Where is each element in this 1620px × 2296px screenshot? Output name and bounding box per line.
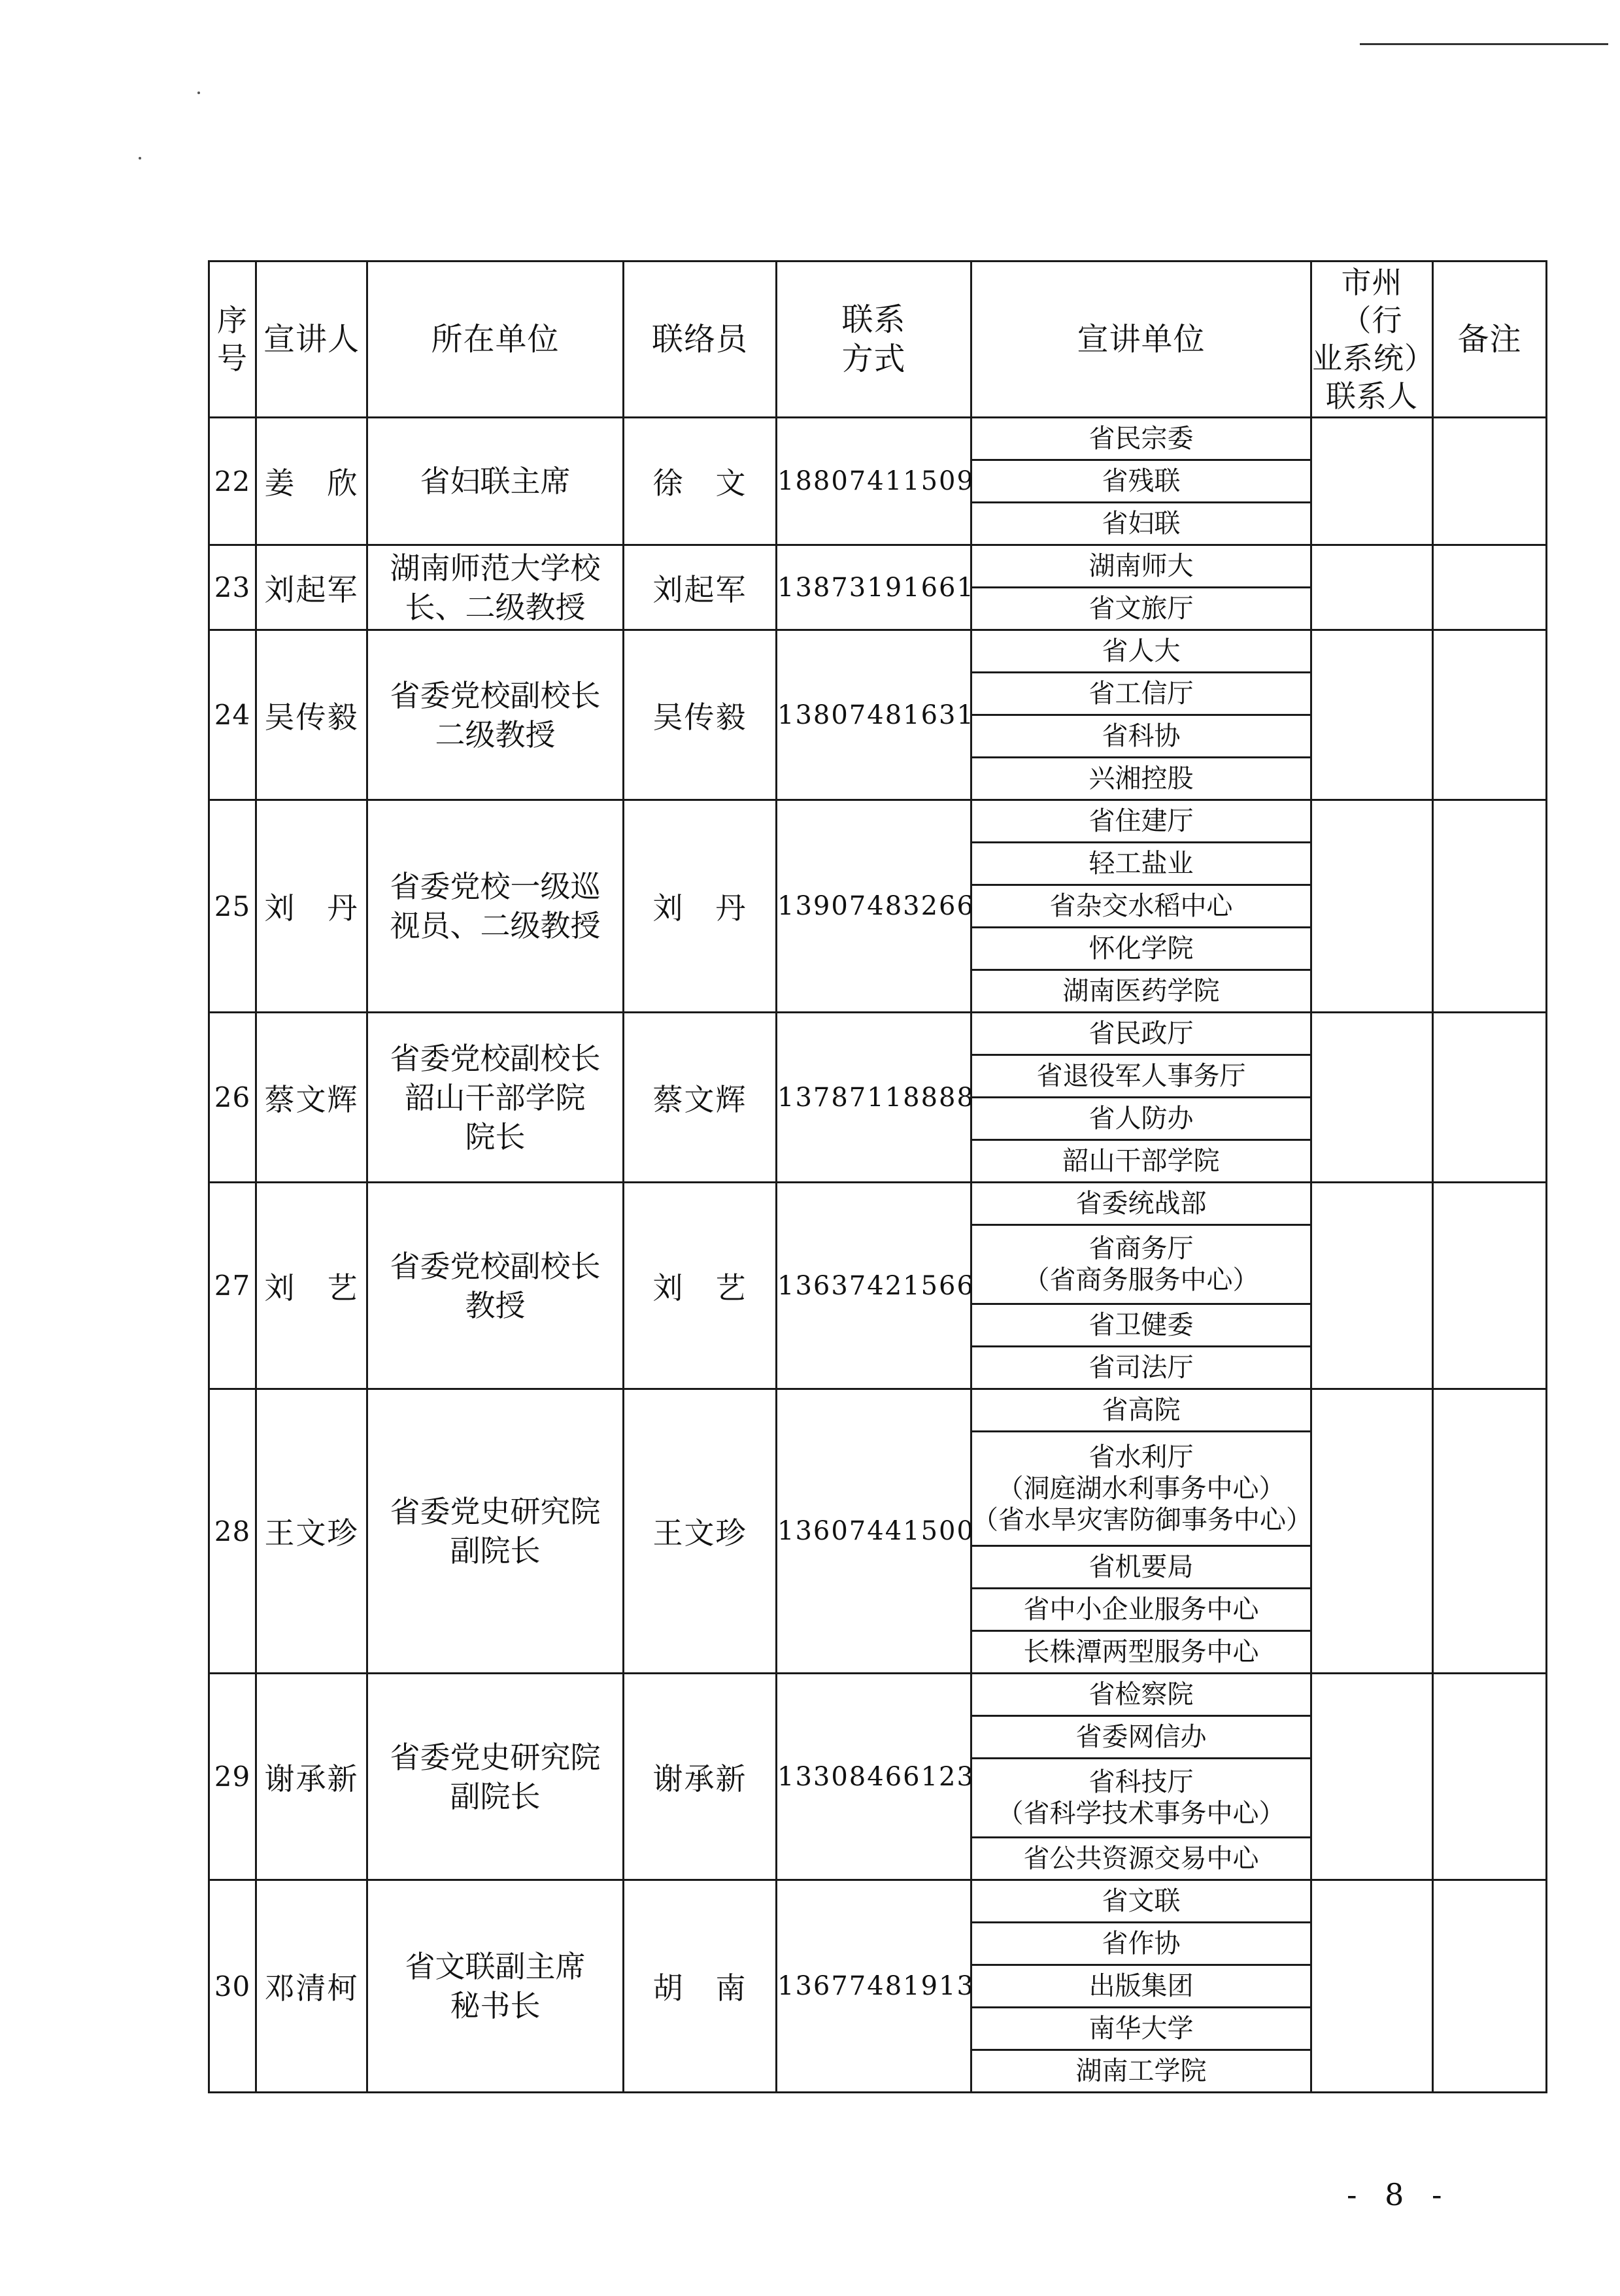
target-unit-line: 省民宗委 <box>1088 424 1194 454</box>
target-unit <box>971 1304 1311 1347</box>
unit-line: 副院长 <box>450 1533 541 1568</box>
city-contact-cell <box>1311 800 1433 1013</box>
unit-line: 副院长 <box>450 1778 541 1814</box>
target-unit <box>971 1965 1311 2008</box>
row-number: 25 <box>209 800 256 1013</box>
city-contact-cell <box>1311 1389 1433 1674</box>
speaker-unit <box>367 1674 624 1880</box>
city-contact-cell <box>1311 1880 1433 2093</box>
speaker-unit <box>367 630 624 800</box>
city-contact-cell <box>1311 1674 1433 1880</box>
target-unit-line: 长株潭两型服务中心 <box>1023 1637 1259 1667</box>
speaker-unit <box>367 1183 624 1389</box>
target-unit <box>971 2008 1311 2050</box>
target-unit <box>971 673 1311 715</box>
target-unit-line: 省机要局 <box>1088 1552 1194 1582</box>
target-unit-line: 省高院 <box>1102 1395 1181 1425</box>
unit-line: 二级教授 <box>435 717 556 752</box>
page-number: - 8 - <box>1347 2177 1451 2212</box>
unit-line: 秘书长 <box>450 1988 541 2023</box>
liaison-name: 吴传毅 <box>624 630 777 800</box>
target-unit-line: （省商务服务中心） <box>1023 1265 1259 1295</box>
target-unit-line: （省科学技术事务中心） <box>997 1798 1285 1829</box>
target-unit-line: 省杂交水稻中心 <box>1049 891 1233 921</box>
contact-phone: 13873191661 <box>777 545 971 630</box>
header-contact: 联系 方式 <box>777 262 971 418</box>
contact-phone: 13787118888 <box>777 1013 971 1183</box>
table-row <box>209 1013 1547 1055</box>
remark-cell <box>1433 630 1547 800</box>
row-number: 24 <box>209 630 256 800</box>
city-contact-cell <box>1311 545 1433 630</box>
target-unit <box>971 1923 1311 1965</box>
target-unit-line: 省水利厅 <box>1088 1442 1194 1472</box>
header-unit: 所在单位 <box>367 262 624 418</box>
target-unit-line: 韶山干部学院 <box>1062 1146 1220 1176</box>
target-unit-line: 出版集团 <box>1088 1971 1194 2001</box>
unit-line: 视员、二级教授 <box>390 908 601 943</box>
target-unit <box>971 1838 1311 1880</box>
speaker-name: 姜 欣 <box>256 418 367 545</box>
speaker-unit <box>367 545 624 630</box>
target-unit <box>971 1140 1311 1183</box>
target-unit-line: 省委统战部 <box>1075 1189 1207 1219</box>
target-unit-line: （洞庭湖水利事务中心） <box>997 1474 1285 1504</box>
remark-cell <box>1433 1880 1547 2093</box>
unit-line: 长、二级教授 <box>405 589 586 625</box>
header-speaker: 宣讲人 <box>256 262 367 418</box>
target-unit <box>971 1013 1311 1055</box>
scan-speck <box>197 92 200 94</box>
contact-phone: 13907483266 <box>777 800 971 1013</box>
row-number: 22 <box>209 418 256 545</box>
unit-line: 湖南师范大学校 <box>390 550 601 586</box>
contact-phone: 18807411509 <box>777 418 971 545</box>
target-unit <box>971 1098 1311 1140</box>
target-unit-line: 轻工盐业 <box>1088 849 1194 879</box>
unit-line: 省委党校副校长 <box>390 1248 601 1284</box>
unit-line: 教授 <box>465 1287 526 1323</box>
target-unit <box>971 970 1311 1013</box>
contact-phone: 13607441500 <box>777 1389 971 1674</box>
target-unit-line: 省住建厅 <box>1088 806 1194 836</box>
city-contact-cell <box>1311 1013 1433 1183</box>
speaker-unit <box>367 1013 624 1183</box>
target-unit-line: 湖南工学院 <box>1075 2056 1207 2086</box>
contact-phone: 13637421566 <box>777 1183 971 1389</box>
speaker-name: 刘 艺 <box>256 1183 367 1389</box>
city-contact-cell <box>1311 630 1433 800</box>
remark-cell <box>1433 1674 1547 1880</box>
table-row <box>209 800 1547 843</box>
target-unit <box>971 545 1311 588</box>
unit-line: 韶山干部学院 <box>405 1079 586 1115</box>
speaker-name: 刘 丹 <box>256 800 367 1013</box>
header-seq: 序号 <box>209 262 256 418</box>
target-unit-line: 省妇联 <box>1102 509 1181 539</box>
target-unit <box>971 1759 1311 1838</box>
liaison-name: 谢承新 <box>624 1674 777 1880</box>
target-unit <box>971 715 1311 758</box>
contact-phone: 13677481913 <box>777 1880 971 2093</box>
target-unit <box>971 503 1311 545</box>
target-unit <box>971 2050 1311 2093</box>
target-unit <box>971 928 1311 970</box>
header-target: 宣讲单位 <box>971 262 1311 418</box>
remark-cell <box>1433 800 1547 1013</box>
target-unit <box>971 885 1311 928</box>
target-unit-line: 省委网信办 <box>1075 1722 1207 1752</box>
speaker-name: 吴传毅 <box>256 630 367 800</box>
target-unit <box>971 1225 1311 1304</box>
speaker-unit <box>367 800 624 1013</box>
unit-line: 省委党校副校长 <box>390 677 601 713</box>
target-unit-line: 省退役军人事务厅 <box>1036 1061 1246 1091</box>
remark-cell <box>1433 418 1547 545</box>
roster-body <box>209 418 1547 2093</box>
target-unit-line: 省作协 <box>1102 1929 1181 1959</box>
row-number: 26 <box>209 1013 256 1183</box>
header-row <box>209 262 1547 418</box>
speaker-name: 邓清柯 <box>256 1880 367 2093</box>
target-unit-line: 兴湘控股 <box>1088 764 1194 794</box>
speaker-roster-table <box>208 260 1547 2093</box>
target-unit <box>971 1716 1311 1759</box>
liaison-name: 徐 文 <box>624 418 777 545</box>
target-unit <box>971 1389 1311 1432</box>
target-unit <box>971 1880 1311 1923</box>
target-unit <box>971 1546 1311 1589</box>
contact-phone: 13807481631 <box>777 630 971 800</box>
speaker-unit <box>367 418 624 545</box>
target-unit-line: 省商务厅 <box>1088 1234 1194 1264</box>
speaker-unit <box>367 1389 624 1674</box>
target-unit-line: 省检察院 <box>1088 1680 1194 1710</box>
target-unit-line: 省中小企业服务中心 <box>1023 1595 1259 1625</box>
remark-cell <box>1433 1389 1547 1674</box>
liaison-name: 胡 南 <box>624 1880 777 2093</box>
target-unit <box>971 1183 1311 1225</box>
target-unit <box>971 460 1311 503</box>
speaker-name: 谢承新 <box>256 1674 367 1880</box>
speaker-name: 刘起军 <box>256 545 367 630</box>
target-unit-line: 省文旅厅 <box>1088 594 1194 624</box>
liaison-name: 刘 丹 <box>624 800 777 1013</box>
row-number: 29 <box>209 1674 256 1880</box>
contact-phone: 13308466123 <box>777 1674 971 1880</box>
unit-line: 省委党校一级巡 <box>390 869 601 904</box>
target-unit-line: 省人防办 <box>1088 1104 1194 1134</box>
target-unit <box>971 1631 1311 1674</box>
target-unit <box>971 800 1311 843</box>
city-contact-cell <box>1311 1183 1433 1389</box>
target-unit-line: 省人大 <box>1102 636 1181 666</box>
header-remark: 备注 <box>1433 262 1547 418</box>
target-unit <box>971 630 1311 673</box>
target-unit <box>971 758 1311 800</box>
target-unit-line: 怀化学院 <box>1088 934 1194 964</box>
target-unit-line: 省工信厅 <box>1088 679 1194 709</box>
target-unit-line: 省司法厅 <box>1088 1353 1194 1383</box>
speaker-name: 王文珍 <box>256 1389 367 1674</box>
row-number: 28 <box>209 1389 256 1674</box>
table-row <box>209 1674 1547 1716</box>
liaison-name: 刘 艺 <box>624 1183 777 1389</box>
city-contact-cell <box>1311 418 1433 545</box>
table-row <box>209 630 1547 673</box>
unit-line: 院长 <box>465 1119 526 1155</box>
target-unit <box>971 1347 1311 1389</box>
target-unit-line: 省民政厅 <box>1088 1019 1194 1049</box>
liaison-name: 刘起军 <box>624 545 777 630</box>
remark-cell <box>1433 1013 1547 1183</box>
header-rule <box>1360 43 1608 45</box>
target-unit <box>971 588 1311 630</box>
target-unit <box>971 1432 1311 1546</box>
target-unit <box>971 1674 1311 1716</box>
unit-line: 省文联副主席 <box>405 1949 586 1984</box>
target-unit-line: 湖南师大 <box>1088 551 1194 581</box>
scan-speck <box>139 157 141 160</box>
header-city-contact: 市州（行 业系统） 联系人 <box>1311 262 1433 418</box>
row-number: 30 <box>209 1880 256 2093</box>
target-unit-line: （省水旱灾害防御事务中心） <box>972 1505 1312 1535</box>
target-unit-line: 省残联 <box>1102 466 1181 496</box>
remark-cell <box>1433 1183 1547 1389</box>
liaison-name: 王文珍 <box>624 1389 777 1674</box>
unit-line: 省委党史研究院 <box>390 1494 601 1529</box>
target-unit-line: 南华大学 <box>1088 2014 1194 2044</box>
speaker-name: 蔡文辉 <box>256 1013 367 1183</box>
row-number: 23 <box>209 545 256 630</box>
header-liaison: 联络员 <box>624 262 777 418</box>
target-unit-line: 省卫健委 <box>1088 1310 1194 1340</box>
unit-line: 省委党史研究院 <box>390 1739 601 1775</box>
table-row <box>209 545 1547 588</box>
target-unit <box>971 1055 1311 1098</box>
row-number: 27 <box>209 1183 256 1389</box>
target-unit <box>971 843 1311 885</box>
table-row <box>209 1183 1547 1225</box>
unit-line: 省妇联主席 <box>420 464 571 499</box>
target-unit-line: 省文联 <box>1102 1886 1181 1916</box>
unit-line: 省委党校副校长 <box>390 1040 601 1076</box>
target-unit <box>971 1589 1311 1631</box>
target-unit-line: 湖南医药学院 <box>1062 976 1220 1006</box>
table-row <box>209 1880 1547 1923</box>
speaker-unit <box>367 1880 624 2093</box>
target-unit-line: 省公共资源交易中心 <box>1023 1844 1259 1874</box>
liaison-name: 蔡文辉 <box>624 1013 777 1183</box>
target-unit <box>971 418 1311 460</box>
table-row <box>209 418 1547 460</box>
target-unit-line: 省科技厅 <box>1088 1767 1194 1797</box>
target-unit-line: 省科协 <box>1102 721 1181 751</box>
table-row <box>209 1389 1547 1432</box>
remark-cell <box>1433 545 1547 630</box>
